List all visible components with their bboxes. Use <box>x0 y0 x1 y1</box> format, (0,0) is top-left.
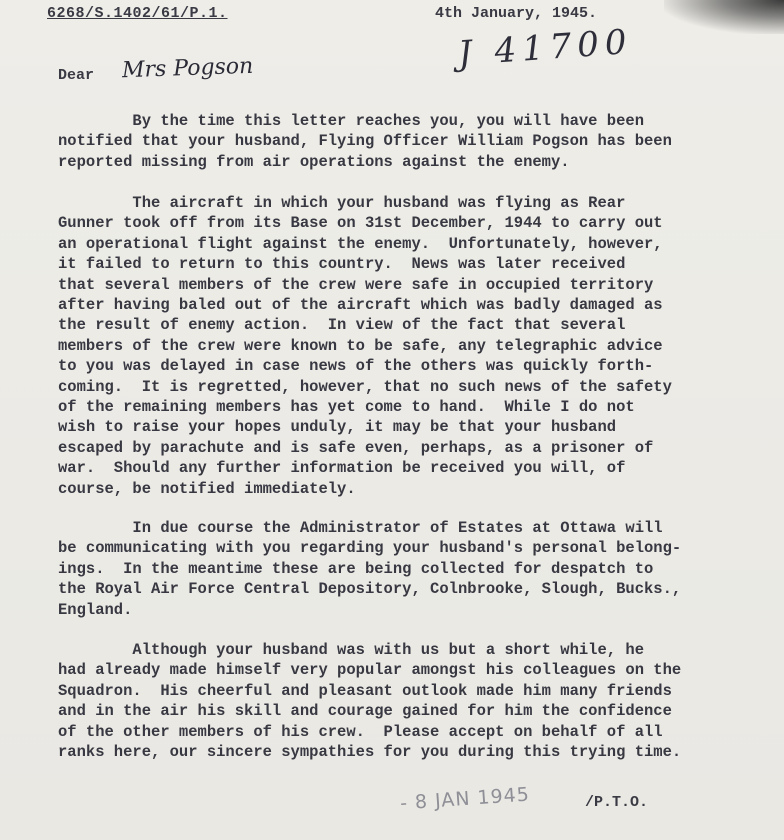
paragraph-condolences: Although your husband was with us but a short while, he had already made himself very popular amongst his colleagues on the Squadron. His cheerful and pleasant outlook made him many friends and in the air his skill and courage gained for him the confidence of the other members of his crew. Please accept on behalf of all ranks here, our sincere sympathies for you during this trying time. <box>58 641 682 762</box>
recipient-name-handwritten: Mrs Pogson <box>121 53 254 84</box>
letter-date: 4th January, 1945. <box>435 5 598 22</box>
paragraph-circumstances: The aircraft in which your husband was flying as Rear Gunner took off from its Base on 31st December, 1944 to carry out an operational flight against the enemy. Unfortunately, however, it failed to return to this country. News was later received that several members of the crew were safe in occupied territory after having baled out of the aircraft which was badly damaged as the result of enemy action. In view of the fact that several members of the crew were known to be safe, any telegraphic advice to you was delayed in case news of the others was quickly forth- coming. It is regretted, however, that no such news of the safety of the remaining members has yet come to hand. While I do not wish to raise your hopes unduly, it may be that your husband escaped by parachute and is safe even, perhaps, as a prisoner of war. Should any further information be received you will, of course, be notified immediately. <box>58 194 672 498</box>
handwritten-reference: J 41700 <box>456 21 634 75</box>
reference-number: 6268/S.1402/61/P.1. <box>47 5 228 22</box>
salutation: Dear <box>58 67 95 84</box>
please-turn-over: /P.T.O. <box>585 794 649 811</box>
paragraph-notification: By the time this letter reaches you, you will have been notified that your husband, Flying Officer William Pogson has been reported missing from air operations against the enemy. <box>58 112 672 171</box>
paragraph-personal-belongings: In due course the Administrator of Estates at Ottawa will be communicating with you regarding your husband's personal belong- ings. In the meantime these are being collected for despatch to the Royal Air Force Central Depository, Colnbrooke, Slough, Bucks., England. <box>58 519 682 619</box>
scan-shadow <box>664 0 784 34</box>
received-date-stamp: - 8 JAN 1945 <box>399 783 531 815</box>
